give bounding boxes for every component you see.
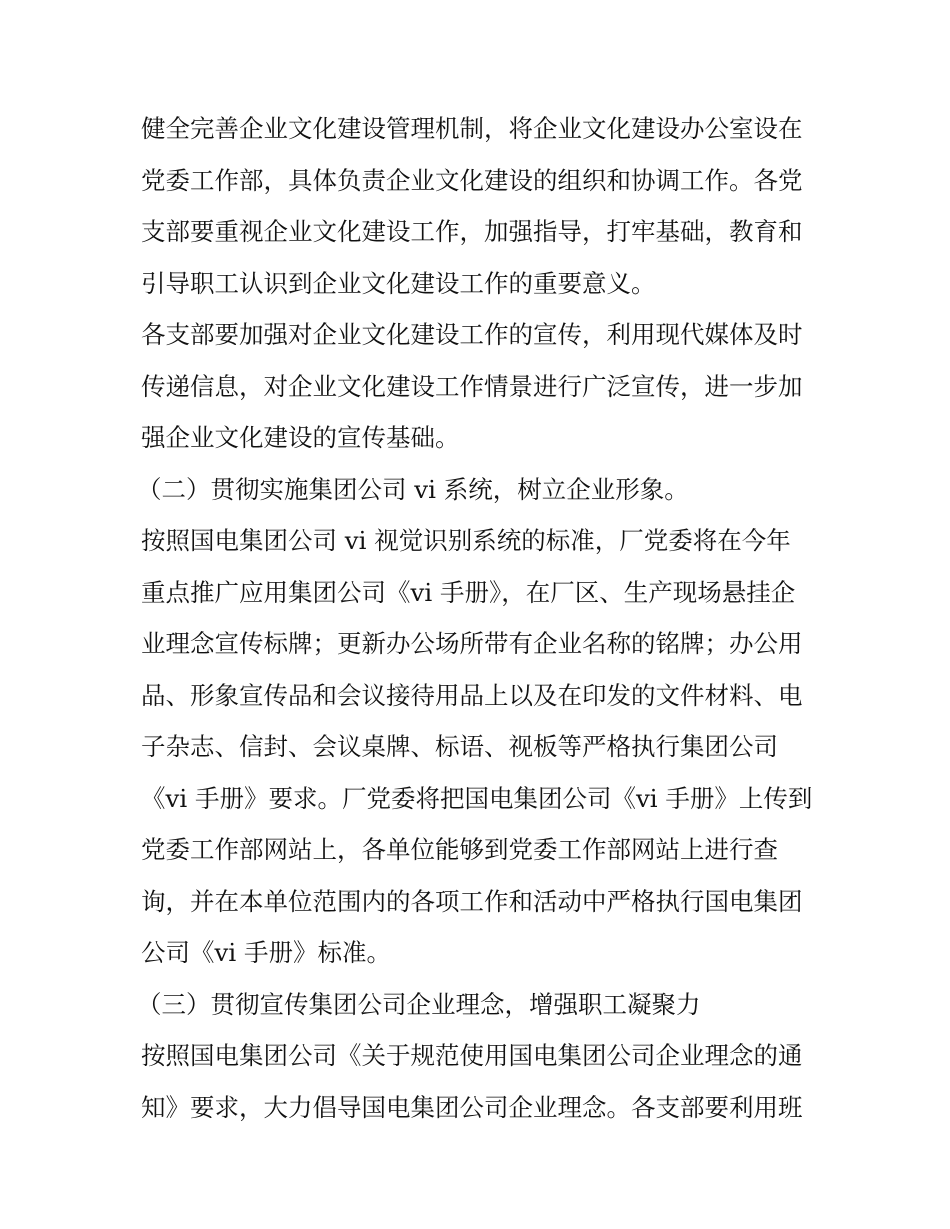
paragraph-line: 党委工作部，具体负责企业文化建设的组织和协调工作。各党 bbox=[141, 165, 803, 195]
document-body bbox=[137, 103, 821, 1133]
paragraph-line: 健全完善企业文化建设管理机制，将企业文化建设办公室设在 bbox=[141, 114, 803, 143]
paragraph-line: 党委工作部网站上，各单位能够到党委工作部网站上进行查 bbox=[141, 835, 778, 864]
paragraph-line: 引导职工认识到企业文化建设工作的重要意义。 bbox=[141, 268, 656, 298]
section-heading: （三）贯彻宣传集团公司企业理念，增强职工凝聚力 bbox=[137, 989, 701, 1019]
paragraph-line: 业理念宣传标牌；更新办公场所带有企业名称的铭牌；办公用 bbox=[141, 629, 803, 658]
paragraph-line: 按照国电集团公司《关于规范使用国电集团公司企业理念的通 bbox=[141, 1041, 803, 1070]
paragraph-line: 强企业文化建设的宣传基础。 bbox=[141, 423, 460, 452]
paragraph-line: 子杂志、信封、会议桌牌、标语、视板等严格执行集团公司 bbox=[141, 732, 778, 761]
paragraph-line: 公司《vi 手册》标准。 bbox=[141, 938, 391, 967]
paragraph-line: 传递信息，对企业文化建设工作情景进行广泛宣传，进一步加 bbox=[141, 371, 803, 401]
paragraph-line: 各支部要加强对企业文化建设工作的宣传，利用现代媒体及时 bbox=[141, 320, 803, 349]
section-heading: （二）贯彻实施集团公司 vi 系统，树立企业形象。 bbox=[137, 474, 689, 504]
paragraph-line: 知》要求，大力倡导国电集团公司企业理念。各支部要利用班 bbox=[141, 1092, 803, 1122]
paragraph-line: 支部要重视企业文化建设工作，加强指导，打牢基础，教育和 bbox=[141, 217, 803, 246]
paragraph-line: 按照国电集团公司 vi 视觉识别系统的标准，厂党委将在今年 bbox=[141, 526, 791, 555]
paragraph-line: 询，并在本单位范围内的各项工作和活动中严格执行国电集团 bbox=[141, 886, 803, 916]
paragraph-line: 品、形象宣传品和会议接待用品上以及在印发的文件材料、电 bbox=[141, 680, 803, 710]
paragraph-line: 《vi 手册》要求。厂党委将把国电集团公司《vi 手册》上传到 bbox=[141, 783, 813, 813]
paragraph-line: 重点推广应用集团公司《vi 手册》，在厂区、生产现场悬挂企 bbox=[141, 577, 796, 607]
